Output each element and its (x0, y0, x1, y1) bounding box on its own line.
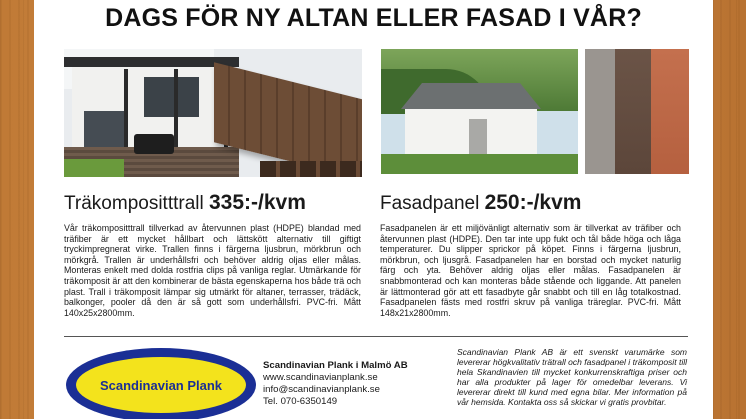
website-link[interactable]: www.scandinavianplank.se (263, 372, 378, 383)
company-name: Scandinavian Plank i Malmö AB (263, 360, 408, 371)
decking-heading (64, 191, 306, 215)
headline: DAGS FÖR NY ALTAN ELLER FASAD I VÅR? (105, 4, 642, 32)
email-link[interactable]: info@scandinavianplank.se (263, 384, 380, 395)
deck-photo (64, 49, 362, 177)
decking-price: 335:-/kvm (209, 191, 306, 214)
decking-description: Vår träkompositttrall tillverkad av återvunnen plast (HDPE) blandad med träfiber är ett mycket hållbart och lättskött alternativ till giftigt tryckimpregnerat virke. Trallen finns i färgerna ljusbrun, mörkbrun och mörkgrå. Trallen är underhållsfri och behöver aldrig oljas eller målas. Monteras enkelt med dolda rostfria clips på vanliga reglar. Utmärkande för träkomposit är att den kombinerar de bästa egenskaperna hos både trä och plast. Trall i träkomposit lämpar sig utmärkt för altaner, terrasser, trädäck, balkonger, pooler då den är så gott som underhållsfri. PVC-fri. Mått 140x25x2800mm. (64, 223, 361, 318)
facade-panel-samples-photo (585, 49, 689, 174)
phone-number: Tel. 070-6350149 (263, 396, 338, 407)
logo-text: Scandinavian Plank (99, 377, 223, 393)
footer-divider (64, 336, 688, 337)
facade-product-name: Fasadpanel (380, 193, 480, 214)
contact-block (263, 360, 408, 408)
facade-price: 250:-/kvm (484, 191, 582, 214)
house-facade-photo (381, 49, 578, 174)
facade-description: Fasadpanelen är ett miljövänligt alternativ som är tillverkat av träfiber och återvunnen plast (HDPE). Den tar inte upp fukt och tål både höga och låga temperaturer. Du slipper sprickor på köpet. Finns i färgerna ljusbrun, mörkbrun, och ljusgrå. Fasadpanelen har en borstad och mycket naturlig färg och yta. Behöver aldrig oljas eller målas. Fasadpanelen är snabbmonterad och kan monteras både stående och liggande. Att panelen är lättmonterad gör att ett fasadbyte går snabbt och till en låg totalkostnad. Fasadpanelen fästs med rostfri skruv på vanliga träreglar. PVC-fri. Mått 148x21x2800mm. (380, 223, 681, 318)
scandinavian-plank-logo (66, 348, 256, 419)
advertisement-sheet (34, 0, 713, 419)
company-blurb: Scandinavian Plank AB är ett svenskt varumärke som levererar högkvalitativ trätrall och fasadpanel i träkomposit till hela Skandinavien till mycket konkurrenskraftiga priser och har alla produkter på lager för omedelbar leverans. Vi levererar direkt till kund med egna bilar. Mer information på vår hemsida. Kontakta oss så skickar vi gratis provbitar. (457, 347, 687, 407)
facade-heading (380, 191, 581, 215)
decking-product-name: Träkompositttrall (64, 193, 204, 214)
